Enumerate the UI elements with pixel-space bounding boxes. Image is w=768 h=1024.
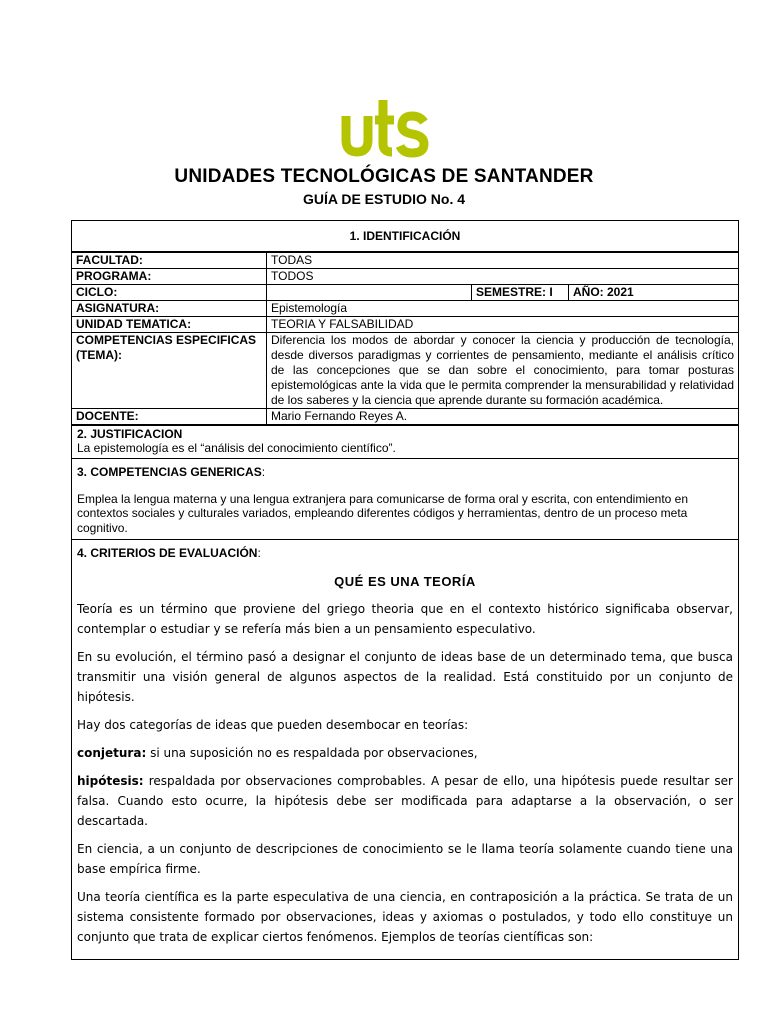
programa-value: TODOS xyxy=(267,269,739,285)
ciclo-value xyxy=(267,285,472,301)
institution-title: UNIDADES TECNOLÓGICAS DE SANTANDER xyxy=(174,166,594,187)
facultad-value: TODAS xyxy=(267,253,739,269)
justificacion-title: 2. JUSTIFICACION xyxy=(77,427,183,441)
competencias-genericas-title: 3. COMPETENCIAS GENERICAS xyxy=(77,465,262,479)
competencias-label: COMPETENCIAS ESPECIFICAS (TEMA): xyxy=(72,333,267,409)
justificacion-text: La epistemología es el “análisis del conocimiento científico”. xyxy=(77,441,396,455)
ciclo-label: CICLO: xyxy=(72,285,267,301)
table-row xyxy=(72,285,738,301)
teoria-subtitle: QUÉ ES UNA TEORÍA xyxy=(334,574,476,589)
paragraph: En ciencia, a un conjunto de descripciones de conocimiento se le llama teoría solamente cuando tiene una base empírica firme. xyxy=(77,842,733,876)
table-row xyxy=(72,409,738,425)
asignatura-value: Epistemología xyxy=(267,301,739,317)
unidad-value: TEORIA Y FALSABILIDAD xyxy=(267,317,739,333)
asignatura-label: ASIGNATURA: xyxy=(72,301,267,317)
study-guide-frame xyxy=(71,220,739,960)
paragraph: Una teoría científica es la parte especulativa de una ciencia, en contraposición a la práctica. Se trata de un sistema consistente formado por observaciones, ideas y axiomas o postulados, y todo ello constituye un conjunto que trata de explicar ciertos fenómenos. Ejemplos de teorías científicas son: xyxy=(77,890,733,944)
table-row xyxy=(72,317,738,333)
competencias-genericas-heading xyxy=(77,465,733,480)
paragraph: En su evolución, el término pasó a designar el conjunto de ideas base de un determinado tema, que busca transmitir una visión general de algunos aspectos de la realidad. Está constituido por un conjunto de hipótesis. xyxy=(77,650,733,704)
table-row xyxy=(72,333,738,409)
criterios-heading xyxy=(77,546,733,560)
identification-table xyxy=(72,252,738,425)
table-row xyxy=(72,301,738,317)
hipotesis-term: hipótesis: xyxy=(77,774,144,788)
section-justificacion xyxy=(72,425,738,458)
section-competencias-genericas xyxy=(72,458,738,539)
paragraph: Hay dos categorías de ideas que pueden desembocar en teorías: xyxy=(77,718,469,732)
guide-title: GUÍA DE ESTUDIO No. 4 xyxy=(302,191,466,207)
competencias-genericas-text: Emplea la lengua materna y una lengua extranjera para comunicarse de forma oral y escrita, con entendimiento en contextos sociales y culturales variados, empleando diferentes códigos y herramientas, dentro de un proceso meta cognitivo. xyxy=(77,491,689,535)
table-row xyxy=(72,269,738,285)
section-criterios xyxy=(72,539,738,959)
unidad-label: UNIDAD TEMATICA: xyxy=(72,317,267,333)
facultad-label: FACULTAD: xyxy=(72,253,267,269)
criterios-colon: : xyxy=(257,546,261,560)
paragraph-hipotesis xyxy=(77,771,733,831)
semestre-cell: SEMESTRE: I xyxy=(472,285,569,301)
uts-logo xyxy=(340,96,432,158)
competencias-value: Diferencia los modos de abordar y conocer la ciencia y producción de tecnología, desde diversos paradigmas y corrientes de pensamiento, mediante el análisis crítico de las concepciones que se dan sobre el conocimiento, para tomar posturas epistemológicas ante la vida que le permita comprender la mensurabilidad y relatividad de los saberes y la ciencia que aprende durante su formación académica. xyxy=(267,333,739,409)
table-row xyxy=(72,253,738,269)
docente-value: Mario Fernando Reyes A. xyxy=(267,409,739,425)
hipotesis-text: respaldada por observaciones comprobables. A pesar de ello, una hipótesis puede resultar ser falsa. Cuando esto ocurre, la hipótesis debe ser modificada para adaptarse a la observación, o ser descartada. xyxy=(77,774,733,828)
competencias-genericas-colon: : xyxy=(261,465,266,479)
paragraph-conjetura xyxy=(77,743,733,763)
conjetura-text: si una suposición no es respaldada por observaciones, xyxy=(146,746,478,760)
criterios-title: 4. CRITERIOS DE EVALUACIÓN xyxy=(77,546,258,560)
conjetura-term: conjetura: xyxy=(77,746,147,760)
anio-cell: AÑO: 2021 xyxy=(569,285,739,301)
docente-label: DOCENTE: xyxy=(72,409,267,425)
section-identificacion-title: 1. IDENTIFICACIÓN xyxy=(72,221,738,252)
paragraph: Teoría es un término que proviene del griego theoria que en el contexto histórico significaba observar, contemplar o estudiar y se refería más bien a un pensamiento especulativo. xyxy=(77,602,733,636)
programa-label: PROGRAMA: xyxy=(72,269,267,285)
